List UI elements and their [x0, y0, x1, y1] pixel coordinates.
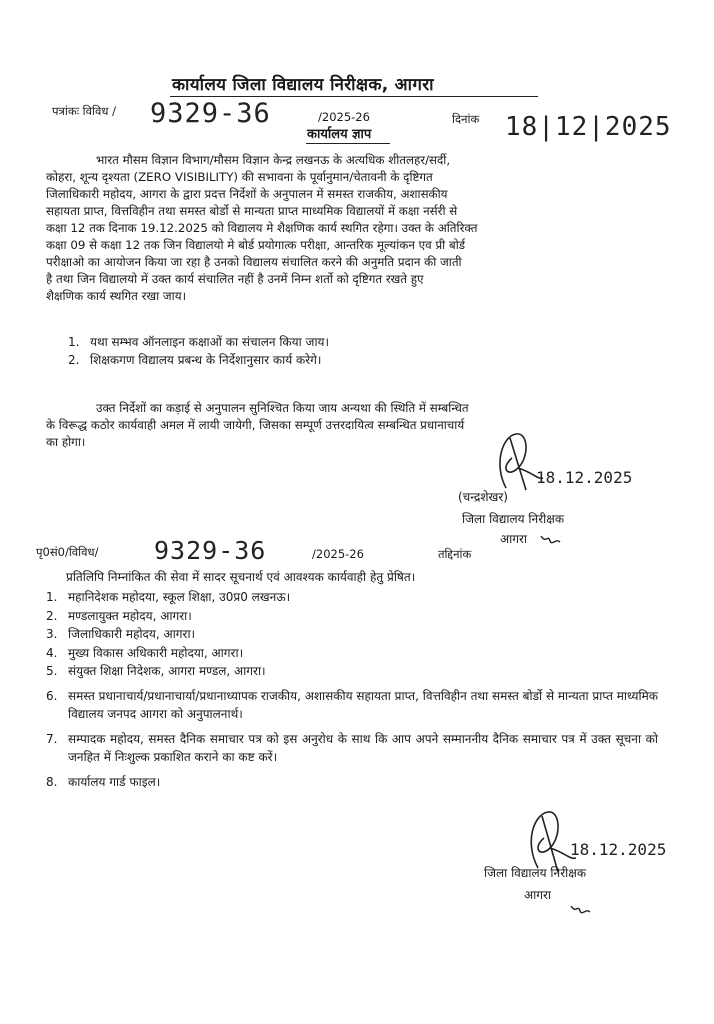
paragraph-line: का होगा।: [46, 435, 86, 449]
item-text: शिक्षकगण विद्यालय प्रबन्ध के निर्देशानुसार कार्य करेगे।: [90, 352, 322, 367]
list-item: [46, 625, 662, 644]
item-number: 4.: [46, 645, 58, 660]
recipients-list: [46, 588, 662, 791]
item-text: समस्त प्रधानाचार्य/प्रधानाचार्या/प्रधानाध्यापक राजकीय, अशासकीय सहायता प्राप्त, वित्तविहीन तथा समस्त बोर्डो से मान्यता प्राप्त माध्यमिक विद्यालय जनपद आगरा को अनुपालनार्थ।: [68, 688, 658, 721]
item-number: 1.: [68, 335, 80, 349]
copy-ref-label: पृ0सं0/विविध/: [36, 545, 99, 559]
closing-paragraph: [46, 400, 666, 451]
list-item: [68, 352, 329, 370]
title-underline: [170, 96, 538, 97]
date-handwritten: 18|12|2025: [505, 112, 672, 142]
list-item: [68, 334, 329, 352]
paragraph-line: उक्त निर्देशों का कड़ाई से अनुपालन सुनिश्चित किया जाय अन्यथा की स्थिति में सम्बन्धित: [96, 401, 469, 415]
list-item: [46, 730, 662, 767]
copy-year: /2025-26: [312, 547, 364, 561]
list-item: [46, 687, 662, 724]
item-number: 8.: [46, 774, 58, 789]
paragraph-line: सहायता प्राप्त, वित्तविहीन तथा समस्त बोर्डो से मान्यता प्राप्त माध्यमिक विद्यालयों में कक्षा नर्सरी से: [46, 204, 458, 218]
item-number: 2.: [68, 352, 80, 367]
initials-mark: [568, 902, 592, 918]
item-text: मुख्य विकास अधिकारी महोदया, आगरा।: [68, 645, 244, 660]
item-text: कार्यालय गार्ड फाइल।: [68, 774, 161, 789]
ref-year: /2025-26: [318, 110, 370, 124]
main-paragraph: [46, 152, 666, 305]
paragraph-line: है तथा जिन विद्यालयो में उक्त कार्य संचालित नहीं है उनमें निम्न शर्तो को दृष्टिगत रखते हुए: [46, 272, 424, 286]
paragraph-line: कोहरा, शून्य दृश्यता (ZERO VISIBILITY) की सभावना के पूर्वानुमान/चेतावनी के दृष्टिगत: [46, 170, 433, 184]
paragraph-line: के विरूद्ध कठोर कार्यवाही अमल में लायी जायेगी, जिसका सम्पूर्ण उत्तरदायित्व सम्बन्धित प्रधानाचार्य: [46, 418, 465, 432]
copy-intro: प्रतिलिपि निम्नांकित की सेवा में सादर सूचनार्थ एवं आवश्यक कार्यवाही हेतु प्रेषित।: [66, 570, 416, 584]
item-text: यथा सम्भव ऑनलाइन कक्षाओं का संचालन किया जाय।: [90, 335, 330, 349]
item-number: 1.: [46, 590, 58, 604]
item-number: 7.: [46, 731, 58, 746]
date-label: दिनांक: [452, 112, 480, 126]
memo-underline: [306, 143, 390, 144]
item-text: सम्पादक महोदय, समस्त दैनिक समाचार पत्र को इस अनुरोध के साथ कि आप अपने सम्माननीय दैनिक समाचार पत्र में उक्त सूचना को जनहित में निःशुल्क प्रकाशित कराने का कष्ट करें।: [68, 731, 658, 764]
paragraph-line: भारत मौसम विज्ञान विभाग/मौसम विज्ञान केन्द्र लखनऊ के अत्यधिक शीतलहर/सर्दी,: [96, 153, 451, 167]
signatory-designation: जिला विद्यालय निरीक्षक: [462, 512, 565, 526]
conditions-list: [68, 334, 329, 369]
item-number: 6.: [46, 688, 58, 703]
list-item: [46, 644, 662, 663]
list-item: [46, 588, 662, 607]
ref-number-handwritten: 9329-36: [150, 98, 271, 129]
ref-label: पत्रांकः विविध /: [52, 104, 117, 118]
item-number: 3.: [46, 627, 58, 641]
item-number: 5.: [46, 664, 58, 678]
item-text: संयुक्त शिक्षा निदेशक, आगरा मण्डल, आगरा।: [68, 664, 266, 678]
paragraph-line: कक्षा 09 से कक्षा 12 तक जिन विद्यालयो मे बोर्ड प्रयोगात्क परीक्षा, आन्तरिक मूल्यांकन एव प्री बोर्ड: [46, 238, 466, 252]
paragraph-line: शैक्षणिक कार्य स्थगित रखा जाय।: [46, 289, 187, 303]
memo-title: कार्यालय ज्ञाप: [307, 127, 372, 142]
copy-ref-number-handwritten: 9329-36: [154, 536, 267, 565]
paragraph-line: परीक्षाओ का आयोजन किया जा रहा है उनको विद्यालय संचालित करने की अनुमति प्रदान की जाती: [46, 255, 462, 269]
signatory-designation: जिला विद्यालय निरीक्षक: [484, 866, 587, 880]
item-text: मण्डलायुक्त महोदय, आगरा।: [68, 608, 192, 623]
signatory-place: आगरा: [500, 532, 528, 546]
initials-mark: [538, 532, 562, 548]
copy-date-label: तद्दिनांक: [438, 547, 472, 561]
signature-date-handwritten: 18.12.2025: [570, 840, 667, 859]
list-item: [46, 607, 662, 626]
paragraph-line: कक्षा 12 तक दिनाक 19.12.2025 को विद्यालय मे शैक्षणिक कार्य स्थगित रहेगा। उक्त के अतिरिक्त: [46, 221, 478, 235]
office-title: कार्यालय जिला विद्यालय निरीक्षक, आगरा: [172, 75, 434, 95]
signature-date-handwritten: 18.12.2025: [536, 468, 633, 487]
paragraph-line: जिलाधिकारी महोदय, आगरा के द्वारा प्रदत्त निर्देशों के अनुपालन में समस्त राजकीय, अशासकीय: [46, 187, 448, 201]
list-item: [46, 773, 662, 792]
signatory-name: (चन्द्रशेखर): [458, 490, 508, 504]
item-text: महानिदेशक महोदया, स्कूल शिक्षा, उ0प्र0 लखनऊ।: [68, 590, 291, 604]
item-number: 2.: [46, 608, 58, 623]
list-item: [46, 662, 662, 681]
item-text: जिलाधिकारी महोदय, आगरा।: [68, 627, 196, 641]
signatory-place: आगरा: [524, 888, 552, 902]
